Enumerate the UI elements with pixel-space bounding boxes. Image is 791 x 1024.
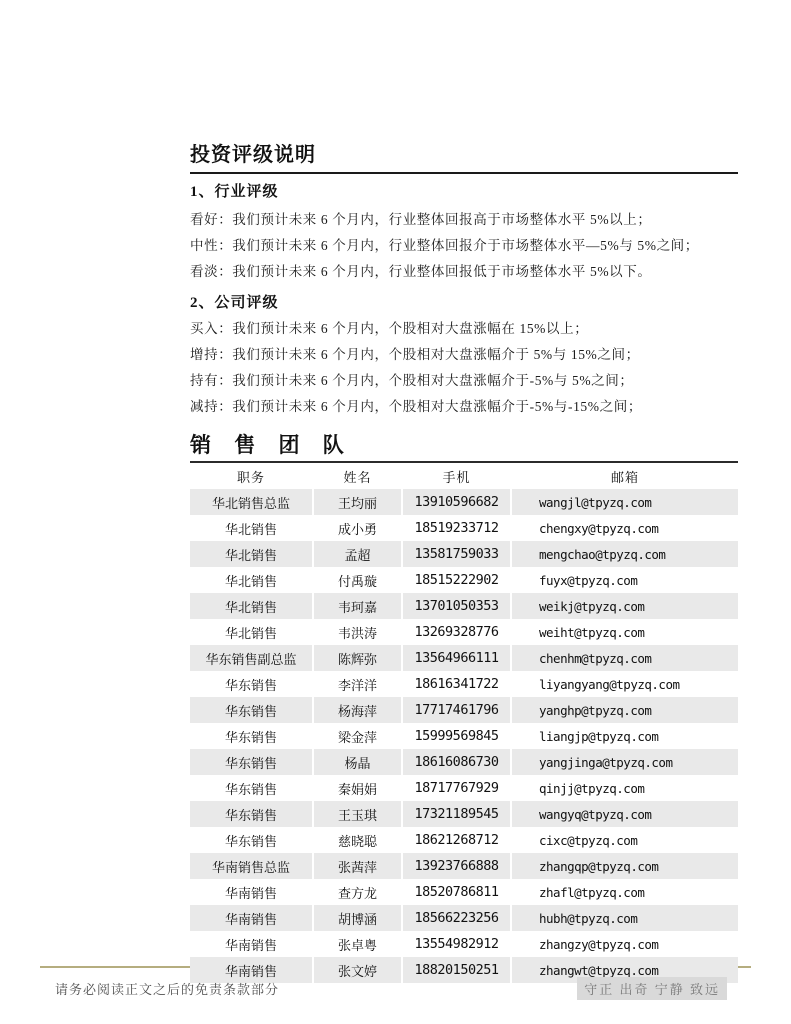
role-cell: 华北销售 [190,619,314,645]
table-row [190,879,738,905]
name-cell: 韦洪涛 [314,619,403,645]
name-cell: 张文婷 [314,957,403,983]
name-cell: 王玉琪 [314,801,403,827]
table-row [190,541,738,567]
name-cell: 杨晶 [314,749,403,775]
name-cell: 韦珂嘉 [314,593,403,619]
table-row [190,749,738,775]
role-cell: 华北销售 [190,593,314,619]
sales-team-table [190,461,738,983]
column-header-email: 邮箱 [610,469,639,485]
phone-cell: 13701050353 [403,593,512,619]
name-cell: 张茜萍 [314,853,403,879]
email-cell: zhangzy@tpyzq.com [539,936,659,952]
phone-cell: 18520786811 [403,879,512,905]
table-row [190,645,738,671]
email-cell: wangjl@tpyzq.com [539,494,652,510]
email-cell: hubh@tpyzq.com [539,910,638,926]
email-cell: cixc@tpyzq.com [539,832,638,848]
table-row [190,931,738,957]
rating-line: 持有：我们预计未来 6 个月内，个股相对大盘涨幅介于-5%与 5%之间； [190,373,634,388]
phone-cell: 15999569845 [403,723,512,749]
role-cell: 华东销售 [190,827,314,853]
table-row [190,671,738,697]
role-cell: 华东销售副总监 [190,645,314,671]
email-cell: liyangyang@tpyzq.com [539,676,680,692]
table-row [190,827,738,853]
phone-cell: 13910596682 [403,489,512,515]
footer-disclaimer: 请务必阅读正文之后的免责条款部分 [55,982,280,997]
email-cell: weiht@tpyzq.com [539,624,645,640]
phone-cell: 18717767929 [403,775,512,801]
table-row [190,801,738,827]
table-row [190,593,738,619]
column-header-name: 姓名 [314,463,403,489]
email-cell: zhangwt@tpyzq.com [539,962,659,978]
name-cell: 杨海萍 [314,697,403,723]
email-cell: qinjj@tpyzq.com [539,780,645,796]
role-cell: 华南销售 [190,931,314,957]
name-cell: 张卓粤 [314,931,403,957]
email-cell: fuyx@tpyzq.com [539,572,638,588]
rating-line: 看淡：我们预计未来 6 个月内，行业整体回报低于市场整体水平 5%以下。 [190,264,652,279]
table-row [190,619,738,645]
name-cell: 梁金萍 [314,723,403,749]
email-cell: weikj@tpyzq.com [539,598,645,614]
phone-cell: 18621268712 [403,827,512,853]
email-cell: chengxy@tpyzq.com [539,520,659,536]
rating-line: 看好：我们预计未来 6 个月内，行业整体回报高于市场整体水平 5%以上； [190,212,652,227]
phone-cell: 18566223256 [403,905,512,931]
phone-cell: 18616341722 [403,671,512,697]
role-cell: 华东销售 [190,723,314,749]
table-row [190,723,738,749]
name-cell: 王均丽 [314,489,403,515]
table-row [190,567,738,593]
phone-cell: 17321189545 [403,801,512,827]
role-cell: 华南销售 [190,879,314,905]
column-header-role: 职务 [190,463,314,489]
phone-cell: 18820150251 [403,957,512,983]
name-cell: 李洋洋 [314,671,403,697]
phone-cell: 18515222902 [403,567,512,593]
email-cell: zhangqp@tpyzq.com [539,858,659,874]
table-row [190,697,738,723]
rating-section-title: 投资评级说明 [190,138,738,174]
industry-rating-lines [190,207,738,285]
industry-rating-heading: 1、行业评级 [190,184,279,200]
name-cell: 秦娟娟 [314,775,403,801]
role-cell: 华东销售 [190,775,314,801]
email-cell: liangjp@tpyzq.com [539,728,659,744]
sales-team-title: 销 售 团 队 [190,433,353,457]
name-cell: 成小勇 [314,515,403,541]
email-cell: zhafl@tpyzq.com [539,884,645,900]
phone-cell: 13554982912 [403,931,512,957]
footer-motto: 守正 出奇 宁静 致远 [577,977,727,1000]
role-cell: 华南销售 [190,905,314,931]
table-header-row [190,463,738,489]
email-cell: yangjinga@tpyzq.com [539,754,673,770]
email-cell: yanghp@tpyzq.com [539,702,652,718]
name-cell: 孟超 [314,541,403,567]
table-row [190,775,738,801]
name-cell: 胡博涵 [314,905,403,931]
phone-cell: 18519233712 [403,515,512,541]
rating-line: 中性：我们预计未来 6 个月内，行业整体回报介于市场整体水平—5%与 5%之间； [190,238,699,253]
rating-line: 买入：我们预计未来 6 个月内，个股相对大盘涨幅在 15%以上； [190,321,589,336]
table-row [190,853,738,879]
role-cell: 华北销售 [190,567,314,593]
role-cell: 华南销售总监 [190,853,314,879]
role-cell: 华东销售 [190,749,314,775]
phone-cell: 13581759033 [403,541,512,567]
role-cell: 华东销售 [190,671,314,697]
phone-cell: 18616086730 [403,749,512,775]
name-cell: 付禹璇 [314,567,403,593]
page-content [190,138,738,983]
name-cell: 慈晓聪 [314,827,403,853]
email-cell: chenhm@tpyzq.com [539,650,652,666]
table-row [190,515,738,541]
rating-line: 减持：我们预计未来 6 个月内，个股相对大盘涨幅介于-5%与-15%之间； [190,399,642,414]
rating-line: 增持：我们预计未来 6 个月内，个股相对大盘涨幅介于 5%与 15%之间； [190,347,640,362]
email-cell: mengchao@tpyzq.com [539,546,666,562]
phone-cell: 17717461796 [403,697,512,723]
table-row [190,905,738,931]
name-cell: 陈辉弥 [314,645,403,671]
role-cell: 华东销售 [190,801,314,827]
phone-cell: 13269328776 [403,619,512,645]
phone-cell: 13564966111 [403,645,512,671]
table-row [190,489,738,515]
role-cell: 华北销售总监 [190,489,314,515]
column-header-phone: 手机 [403,463,512,489]
role-cell: 华北销售 [190,541,314,567]
role-cell: 华北销售 [190,515,314,541]
phone-cell: 13923766888 [403,853,512,879]
role-cell: 华东销售 [190,697,314,723]
name-cell: 查方龙 [314,879,403,905]
email-cell: wangyq@tpyzq.com [539,806,652,822]
role-cell: 华南销售 [190,957,314,983]
company-rating-heading: 2、公司评级 [190,295,279,311]
company-rating-lines [190,316,738,420]
sales-table-body [190,489,738,983]
